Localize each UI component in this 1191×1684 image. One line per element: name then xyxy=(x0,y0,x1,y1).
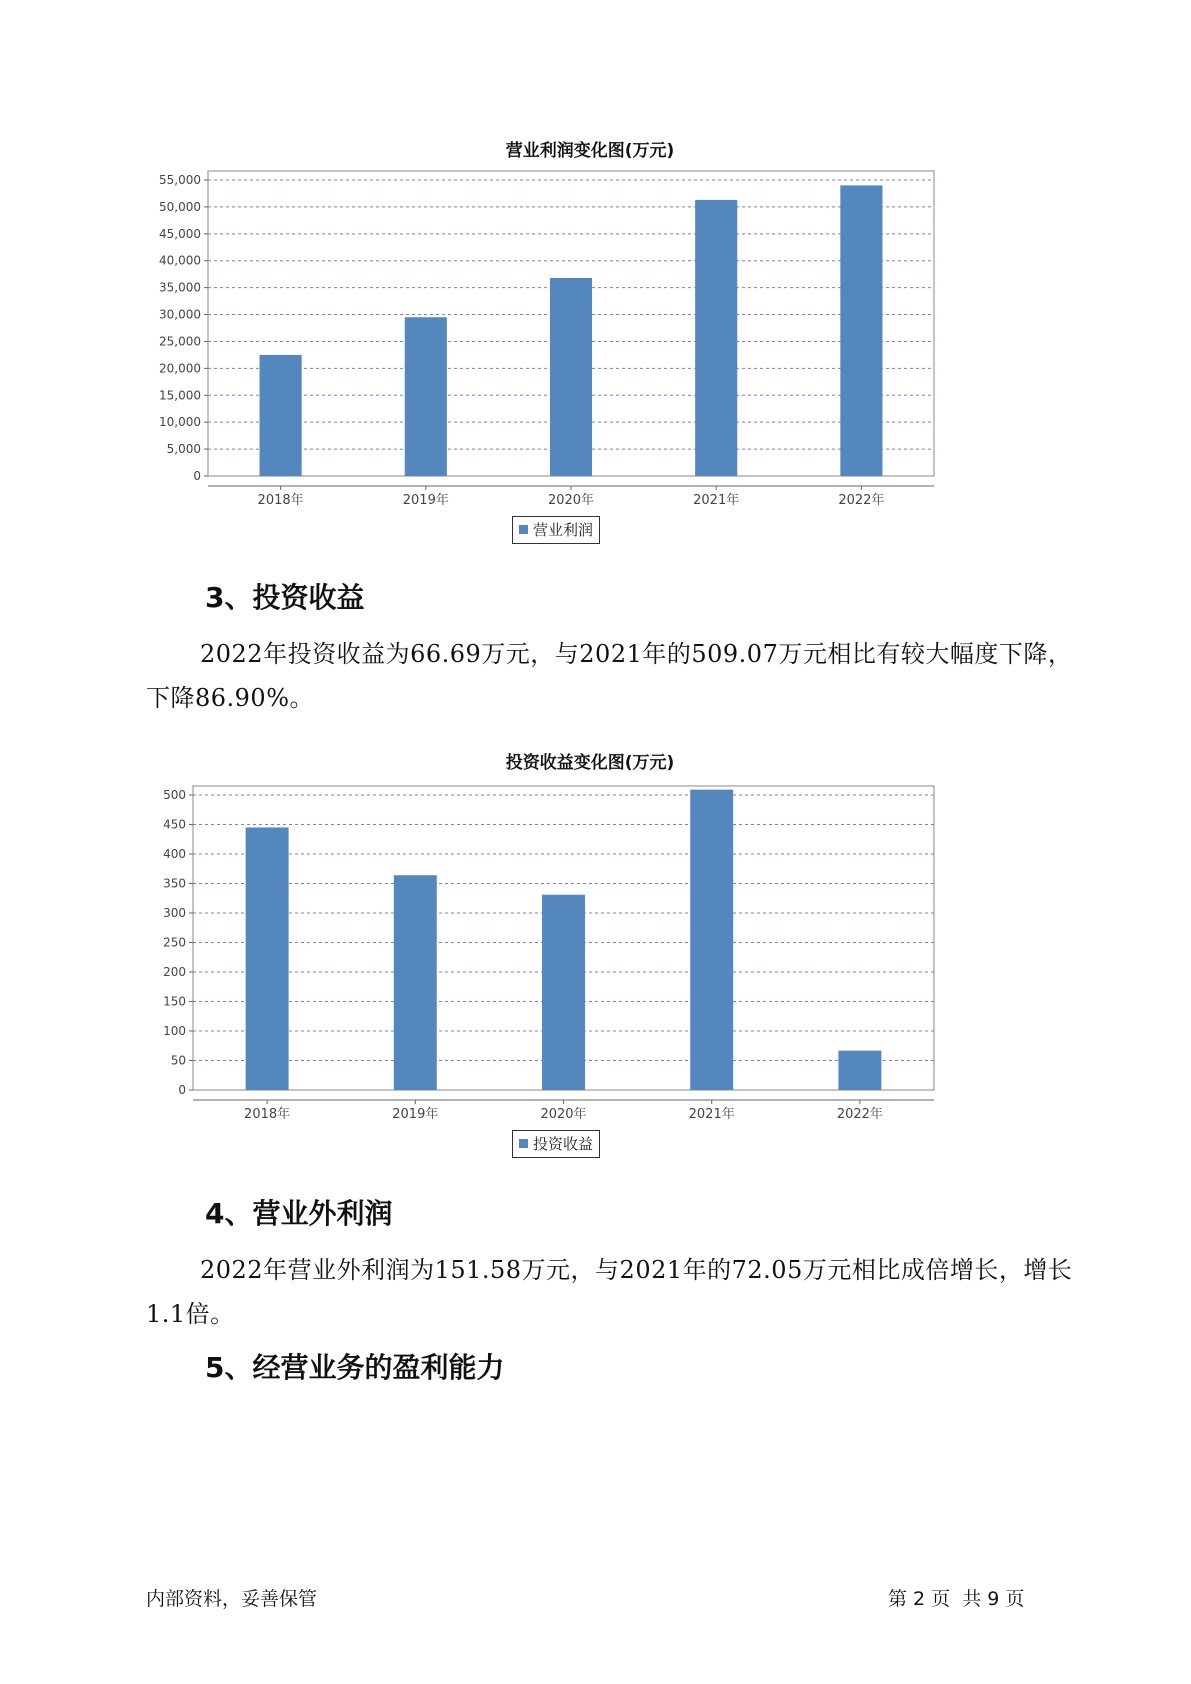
section-heading-non-operating-profit: 4、营业外利润 xyxy=(205,1197,393,1230)
y-tick-label: 0 xyxy=(193,469,201,483)
y-tick-label: 450 xyxy=(163,817,186,832)
x-tick-label: 2022年 xyxy=(836,1107,883,1122)
bar xyxy=(695,200,737,476)
y-tick-label: 400 xyxy=(163,847,186,861)
investment-income-chart-svg xyxy=(150,744,1030,1164)
chart-title: 营业利润变化图(万元) xyxy=(505,141,675,161)
legend-swatch xyxy=(519,525,528,534)
y-tick-label: 50,000 xyxy=(159,199,201,214)
y-tick-label: 150 xyxy=(163,994,186,1009)
y-tick-label: 40,000 xyxy=(159,253,201,268)
chart-title: 投资收益变化图(万元) xyxy=(505,753,675,773)
bar xyxy=(246,827,289,1090)
x-tick-label: 2022年 xyxy=(838,493,885,508)
y-tick-label: 20,000 xyxy=(159,361,201,376)
y-tick-label: 45,000 xyxy=(159,226,201,241)
y-tick-label: 200 xyxy=(163,965,186,979)
chart-legend xyxy=(512,1130,600,1158)
y-tick-label: 25,000 xyxy=(159,334,201,349)
legend-label: 投资收益 xyxy=(533,1135,594,1153)
y-tick-label: 300 xyxy=(163,906,186,920)
footer-left: 内部资料，妥善保管 xyxy=(146,1588,318,1610)
y-tick-label: 35,000 xyxy=(159,280,201,295)
x-tick-label: 2018年 xyxy=(257,493,304,508)
bar xyxy=(542,895,585,1090)
bar xyxy=(260,355,302,476)
y-tick-label: 55,000 xyxy=(159,173,201,187)
y-tick-label: 350 xyxy=(163,876,186,891)
y-tick-label: 100 xyxy=(163,1024,186,1038)
bar xyxy=(550,278,592,476)
bar xyxy=(840,185,882,476)
x-tick-label: 2019年 xyxy=(392,1107,439,1122)
bar xyxy=(394,875,437,1090)
x-tick-label: 2021年 xyxy=(688,1107,735,1122)
legend-label: 营业利润 xyxy=(533,521,594,539)
footer-page-number: 第 2 页 共 9 页 xyxy=(888,1588,1025,1610)
y-tick-label: 500 xyxy=(163,788,186,802)
bar xyxy=(838,1051,881,1090)
y-tick-label: 30,000 xyxy=(159,307,201,322)
legend-swatch xyxy=(519,1139,528,1148)
operating-profit-chart-svg xyxy=(150,130,1030,550)
investment-income-paragraph: 2022年投资收益为66.69万元，与2021年的509.07万元相比有较大幅度下降，下降86.90%。 xyxy=(146,640,1073,712)
bar xyxy=(405,317,447,476)
investment-income-chart xyxy=(150,744,1030,1164)
section-heading-business-profitability: 5、经营业务的盈利能力 xyxy=(205,1351,505,1384)
y-tick-label: 10,000 xyxy=(159,415,201,430)
chart-legend xyxy=(512,516,600,544)
operating-profit-chart xyxy=(150,130,1030,550)
x-tick-label: 2021年 xyxy=(693,493,740,508)
y-tick-label: 15,000 xyxy=(159,388,201,403)
x-tick-label: 2018年 xyxy=(244,1107,291,1122)
non-operating-profit-paragraph: 2022年营业外利润为151.58万元，与2021年的72.05万元相比成倍增长，增长1.1倍。 xyxy=(146,1256,1073,1328)
y-tick-label: 50 xyxy=(170,1053,186,1068)
bar xyxy=(690,790,733,1090)
x-tick-label: 2020年 xyxy=(540,1107,587,1122)
x-tick-label: 2019年 xyxy=(402,493,449,508)
section-heading-investment-income: 3、投资收益 xyxy=(205,581,365,614)
x-tick-label: 2020年 xyxy=(547,493,595,508)
y-tick-label: 5,000 xyxy=(166,442,201,457)
y-tick-label: 0 xyxy=(178,1083,186,1097)
y-tick-label: 250 xyxy=(163,935,186,950)
